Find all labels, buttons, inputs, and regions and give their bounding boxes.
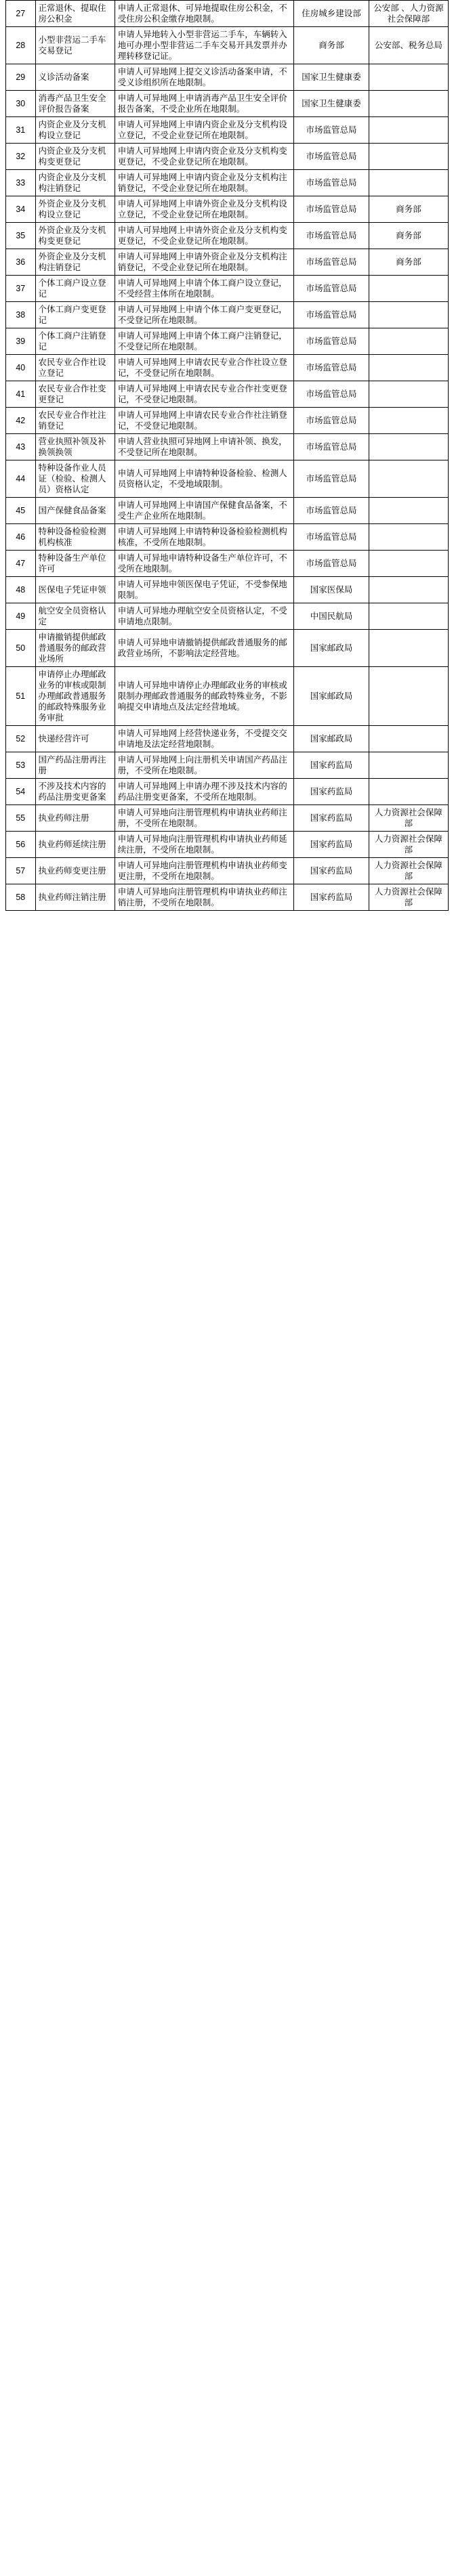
matter-name: 执业药师延续注册 xyxy=(35,832,115,858)
matter-name: 医保电子凭证申领 xyxy=(35,577,115,603)
row-number: 55 xyxy=(6,805,36,832)
matter-name: 正常退休、提取住房公积金 xyxy=(35,1,115,27)
matter-name: 国产保健食品备案 xyxy=(35,498,115,524)
lead-department: 市场监管总局 xyxy=(294,524,369,551)
table-row xyxy=(6,27,449,64)
cooperating-department xyxy=(369,408,448,434)
cooperating-department xyxy=(369,577,448,603)
matter-name: 个体工商户设立登记 xyxy=(35,276,115,302)
matters-table-sheet xyxy=(0,0,454,911)
lead-department: 国家医保局 xyxy=(294,577,369,603)
lead-department: 国家邮政局 xyxy=(294,667,369,726)
matter-content: 申请人可异地申请撤销提供邮政普通服务的邮政营业场所，不影响法定经营地。 xyxy=(115,630,294,667)
row-number: 49 xyxy=(6,603,36,630)
row-number: 51 xyxy=(6,667,36,726)
lead-department: 市场监管总局 xyxy=(294,551,369,577)
matter-content: 申请人可异地网上申请内资企业及分支机构设立登记，不受企业登记所在地限制。 xyxy=(115,117,294,144)
row-number: 47 xyxy=(6,551,36,577)
matter-content: 申请人可异地申请停止办理邮政业务的审核或限制办理邮政普通服务的邮政特殊业务，不影响提交申请地点及法定经营地域。 xyxy=(115,667,294,726)
matter-name: 申请停止办理邮政业务的审核或限制办理邮政普通服务的邮政特殊服务业务审批 xyxy=(35,667,115,726)
matter-content: 申请人可异地向注册管理机构申请执业药师变更注册，不受所在地限制。 xyxy=(115,858,294,884)
row-number: 29 xyxy=(6,64,36,91)
cooperating-department xyxy=(369,170,448,196)
cooperating-department xyxy=(369,460,448,498)
cooperating-department xyxy=(369,434,448,460)
row-number: 35 xyxy=(6,223,36,249)
table-row xyxy=(6,577,449,603)
table-row xyxy=(6,726,449,752)
table-row xyxy=(6,603,449,630)
cooperating-department: 商务部 xyxy=(369,249,448,276)
table-row xyxy=(6,630,449,667)
table-row xyxy=(6,170,449,196)
table-row xyxy=(6,91,449,117)
matter-content: 申请人可异地申请特种设备生产单位许可，不受所在地限制。 xyxy=(115,551,294,577)
matter-name: 营业执照补领及补换领换领 xyxy=(35,434,115,460)
lead-department: 市场监管总局 xyxy=(294,276,369,302)
lead-department: 市场监管总局 xyxy=(294,170,369,196)
matter-content: 申请人可异地网上向注册机关申请国产药品注册，不受所在地限制。 xyxy=(115,752,294,779)
matters-table xyxy=(5,0,449,911)
matter-content: 申请人正常退休、可异地提取住房公积金，不受住房公积金缴存地限制。 xyxy=(115,1,294,27)
matter-content: 申请人可异地网上申请外资企业及分支机构变更登记，不受企业登记所在地限制。 xyxy=(115,223,294,249)
cooperating-department xyxy=(369,551,448,577)
matter-content: 申请人可异地网上申请个体工商户注销登记，不受登记所在地限制。 xyxy=(115,328,294,355)
table-row xyxy=(6,752,449,779)
table-row xyxy=(6,667,449,726)
cooperating-department xyxy=(369,498,448,524)
cooperating-department xyxy=(369,144,448,170)
row-number: 42 xyxy=(6,408,36,434)
lead-department: 市场监管总局 xyxy=(294,117,369,144)
matter-name: 执业药师注册 xyxy=(35,805,115,832)
row-number: 34 xyxy=(6,196,36,223)
matter-content: 申请人可异地向注册管理机构申请执业药师延续注册，不受所在地限制。 xyxy=(115,832,294,858)
table-row xyxy=(6,884,449,911)
cooperating-department xyxy=(369,328,448,355)
cooperating-department: 人力资源社会保障部 xyxy=(369,884,448,911)
matter-content: 申请人可异地网上申请特种设备检验检测机构核准，不受所在地限制。 xyxy=(115,524,294,551)
matter-name: 外资企业及分支机构变更登记 xyxy=(35,223,115,249)
matter-name: 特种设备作业人员证（检验、检测人员）资格认定 xyxy=(35,460,115,498)
lead-department: 市场监管总局 xyxy=(294,434,369,460)
matter-name: 个体工商户注销登记 xyxy=(35,328,115,355)
matter-name: 义诊活动备案 xyxy=(35,64,115,91)
matter-content: 申请人营业执照可异地网上申请补领、换发，不受登记所在地限制。 xyxy=(115,434,294,460)
cooperating-department: 公安部 、人力资源社会保障部 xyxy=(369,1,448,27)
table-row xyxy=(6,249,449,276)
table-row xyxy=(6,858,449,884)
cooperating-department xyxy=(369,355,448,381)
row-number: 52 xyxy=(6,726,36,752)
table-row xyxy=(6,64,449,91)
table-row xyxy=(6,276,449,302)
table-row xyxy=(6,498,449,524)
matter-content: 申请人可异地办理航空安全员资格认定，不受申请地点限制。 xyxy=(115,603,294,630)
matter-name: 航空安全员资格认定 xyxy=(35,603,115,630)
row-number: 56 xyxy=(6,832,36,858)
table-row xyxy=(6,117,449,144)
lead-department: 国家药监局 xyxy=(294,779,369,805)
lead-department: 市场监管总局 xyxy=(294,381,369,408)
matters-table-body xyxy=(6,1,449,911)
lead-department: 国家药监局 xyxy=(294,805,369,832)
table-row xyxy=(6,408,449,434)
lead-department: 中国民航局 xyxy=(294,603,369,630)
row-number: 53 xyxy=(6,752,36,779)
row-number: 39 xyxy=(6,328,36,355)
matter-name: 国产药品注册再注册 xyxy=(35,752,115,779)
matter-name: 小型非营运二手车交易登记 xyxy=(35,27,115,64)
lead-department: 商务部 xyxy=(294,27,369,64)
matter-content: 申请人可异地向注册管理机构申请执业药师注册，不受所在地限制。 xyxy=(115,805,294,832)
matter-content: 申请人可异地网上申请内资企业及分支机构注销登记，不受企业登记所在地限制。 xyxy=(115,170,294,196)
matter-name: 快递经营许可 xyxy=(35,726,115,752)
table-row xyxy=(6,805,449,832)
cooperating-department xyxy=(369,667,448,726)
matter-name: 农民专业合作社变更登记 xyxy=(35,381,115,408)
cooperating-department xyxy=(369,603,448,630)
row-number: 54 xyxy=(6,779,36,805)
table-row xyxy=(6,144,449,170)
lead-department: 国家药监局 xyxy=(294,858,369,884)
lead-department: 国家药监局 xyxy=(294,884,369,911)
row-number: 31 xyxy=(6,117,36,144)
table-row xyxy=(6,196,449,223)
matter-content: 申请人可异地网上申请外资企业及分支机构注销登记，不受企业登记所在地限制。 xyxy=(115,249,294,276)
table-row xyxy=(6,328,449,355)
matter-content: 申请人可异地网上申请个体工商户设立登记，不受经营主体所在地限制。 xyxy=(115,276,294,302)
cooperating-department xyxy=(369,630,448,667)
lead-department: 国家卫生健康委 xyxy=(294,64,369,91)
matter-content: 申请人可异地网上经营快递业务，不受提交交申请地及法定经营地限制。 xyxy=(115,726,294,752)
matter-name: 农民专业合作社设立登记 xyxy=(35,355,115,381)
lead-department: 国家邮政局 xyxy=(294,726,369,752)
matter-name: 外资企业及分支机构设立登记 xyxy=(35,196,115,223)
lead-department: 市场监管总局 xyxy=(294,328,369,355)
matter-content: 申请人异地转入小型非营运二手车，车辆转入地可办理小型非营运二手车交易开具发票并办理转移登记证。 xyxy=(115,27,294,64)
cooperating-department: 商务部 xyxy=(369,196,448,223)
row-number: 36 xyxy=(6,249,36,276)
cooperating-department xyxy=(369,726,448,752)
lead-department: 市场监管总局 xyxy=(294,355,369,381)
cooperating-department xyxy=(369,302,448,328)
row-number: 41 xyxy=(6,381,36,408)
cooperating-department xyxy=(369,779,448,805)
cooperating-department xyxy=(369,276,448,302)
table-row xyxy=(6,1,449,27)
lead-department: 市场监管总局 xyxy=(294,223,369,249)
row-number: 57 xyxy=(6,858,36,884)
row-number: 32 xyxy=(6,144,36,170)
table-row xyxy=(6,302,449,328)
row-number: 48 xyxy=(6,577,36,603)
lead-department: 市场监管总局 xyxy=(294,249,369,276)
matter-content: 申请人可异地向注册管理机构申请执业药师注销注册，不受所在地限制。 xyxy=(115,884,294,911)
matter-name: 执业药师变更注册 xyxy=(35,858,115,884)
matter-content: 申请人可异地网上申请国产保健食品备案，不受生产企业所在地限制。 xyxy=(115,498,294,524)
matter-name: 不涉及技术内容的药品注册变更备案 xyxy=(35,779,115,805)
matter-name: 消毒产品卫生安全评价报告备案 xyxy=(35,91,115,117)
cooperating-department xyxy=(369,524,448,551)
matter-name: 执业药师注销注册 xyxy=(35,884,115,911)
matter-content: 申请人可异地网上申请消毒产品卫生安全评价报告备案，不受企业所在地限制。 xyxy=(115,91,294,117)
matter-name: 农民专业合作社注销登记 xyxy=(35,408,115,434)
table-row xyxy=(6,779,449,805)
table-row xyxy=(6,355,449,381)
table-row xyxy=(6,524,449,551)
lead-department: 国家药监局 xyxy=(294,752,369,779)
lead-department: 住房城乡建设部 xyxy=(294,1,369,27)
matter-name: 特种设备生产单位许可 xyxy=(35,551,115,577)
cooperating-department xyxy=(369,381,448,408)
row-number: 28 xyxy=(6,27,36,64)
matter-name: 内资企业及分支机构注销登记 xyxy=(35,170,115,196)
cooperating-department: 人力资源社会保障部 xyxy=(369,832,448,858)
row-number: 45 xyxy=(6,498,36,524)
row-number: 38 xyxy=(6,302,36,328)
matter-content: 申请人可异地网上申请农民专业合作社设立登记，不受登记所在地限制。 xyxy=(115,355,294,381)
row-number: 30 xyxy=(6,91,36,117)
row-number: 37 xyxy=(6,276,36,302)
row-number: 43 xyxy=(6,434,36,460)
matter-name: 内资企业及分支机构设立登记 xyxy=(35,117,115,144)
row-number: 40 xyxy=(6,355,36,381)
matter-content: 申请人可异地网上提交义诊活动备案申请，不受义诊组织所在地限制。 xyxy=(115,64,294,91)
matter-content: 申请人可异地网上申请个体工商户变更登记，不受登记所在地限制。 xyxy=(115,302,294,328)
matter-content: 申请人可异地网上申请内资企业及分支机构变更登记，不受企业登记所在地限制。 xyxy=(115,144,294,170)
cooperating-department xyxy=(369,752,448,779)
lead-department: 国家卫生健康委 xyxy=(294,91,369,117)
row-number: 50 xyxy=(6,630,36,667)
cooperating-department xyxy=(369,91,448,117)
row-number: 33 xyxy=(6,170,36,196)
row-number: 58 xyxy=(6,884,36,911)
lead-department: 国家药监局 xyxy=(294,832,369,858)
lead-department: 市场监管总局 xyxy=(294,196,369,223)
matter-name: 内资企业及分支机构变更登记 xyxy=(35,144,115,170)
matter-name: 个体工商户变更登记 xyxy=(35,302,115,328)
lead-department: 市场监管总局 xyxy=(294,498,369,524)
lead-department: 市场监管总局 xyxy=(294,302,369,328)
row-number: 46 xyxy=(6,524,36,551)
matter-content: 申请人可异地网上申请外资企业及分支机构设立登记，不受企业登记所在地限制。 xyxy=(115,196,294,223)
matter-content: 申请人可异地网上申请办理不涉及技术内容的药品注册变更备案，不受所在地限制。 xyxy=(115,779,294,805)
matter-name: 申请撤销提供邮政普通服务的邮政营业场所 xyxy=(35,630,115,667)
row-number: 44 xyxy=(6,460,36,498)
lead-department: 国家邮政局 xyxy=(294,630,369,667)
cooperating-department xyxy=(369,117,448,144)
row-number: 27 xyxy=(6,1,36,27)
cooperating-department: 商务部 xyxy=(369,223,448,249)
cooperating-department: 公安部、税务总局 xyxy=(369,27,448,64)
cooperating-department xyxy=(369,64,448,91)
matter-name: 特种设备检验检测机构核准 xyxy=(35,524,115,551)
lead-department: 市场监管总局 xyxy=(294,408,369,434)
table-row xyxy=(6,223,449,249)
matter-content: 申请人可异地申领医保电子凭证，不受参保地限制。 xyxy=(115,577,294,603)
matter-content: 申请人可异地网上申请农民专业合作社注销登记，不受登记地限制。 xyxy=(115,408,294,434)
cooperating-department: 人力资源社会保障部 xyxy=(369,805,448,832)
table-row xyxy=(6,460,449,498)
lead-department: 市场监管总局 xyxy=(294,144,369,170)
matter-name: 外资企业及分支机构注销登记 xyxy=(35,249,115,276)
table-row xyxy=(6,832,449,858)
table-row xyxy=(6,551,449,577)
lead-department: 市场监管总局 xyxy=(294,460,369,498)
cooperating-department: 人力资源社会保障部 xyxy=(369,858,448,884)
table-row xyxy=(6,381,449,408)
matter-content: 申请人可异地网上申请特种设备检验、检测人员资格认定，不受地域限制。 xyxy=(115,460,294,498)
matter-content: 申请人可异地网上申请农民专业合作社变更登记，不受登记地限制。 xyxy=(115,381,294,408)
table-row xyxy=(6,434,449,460)
